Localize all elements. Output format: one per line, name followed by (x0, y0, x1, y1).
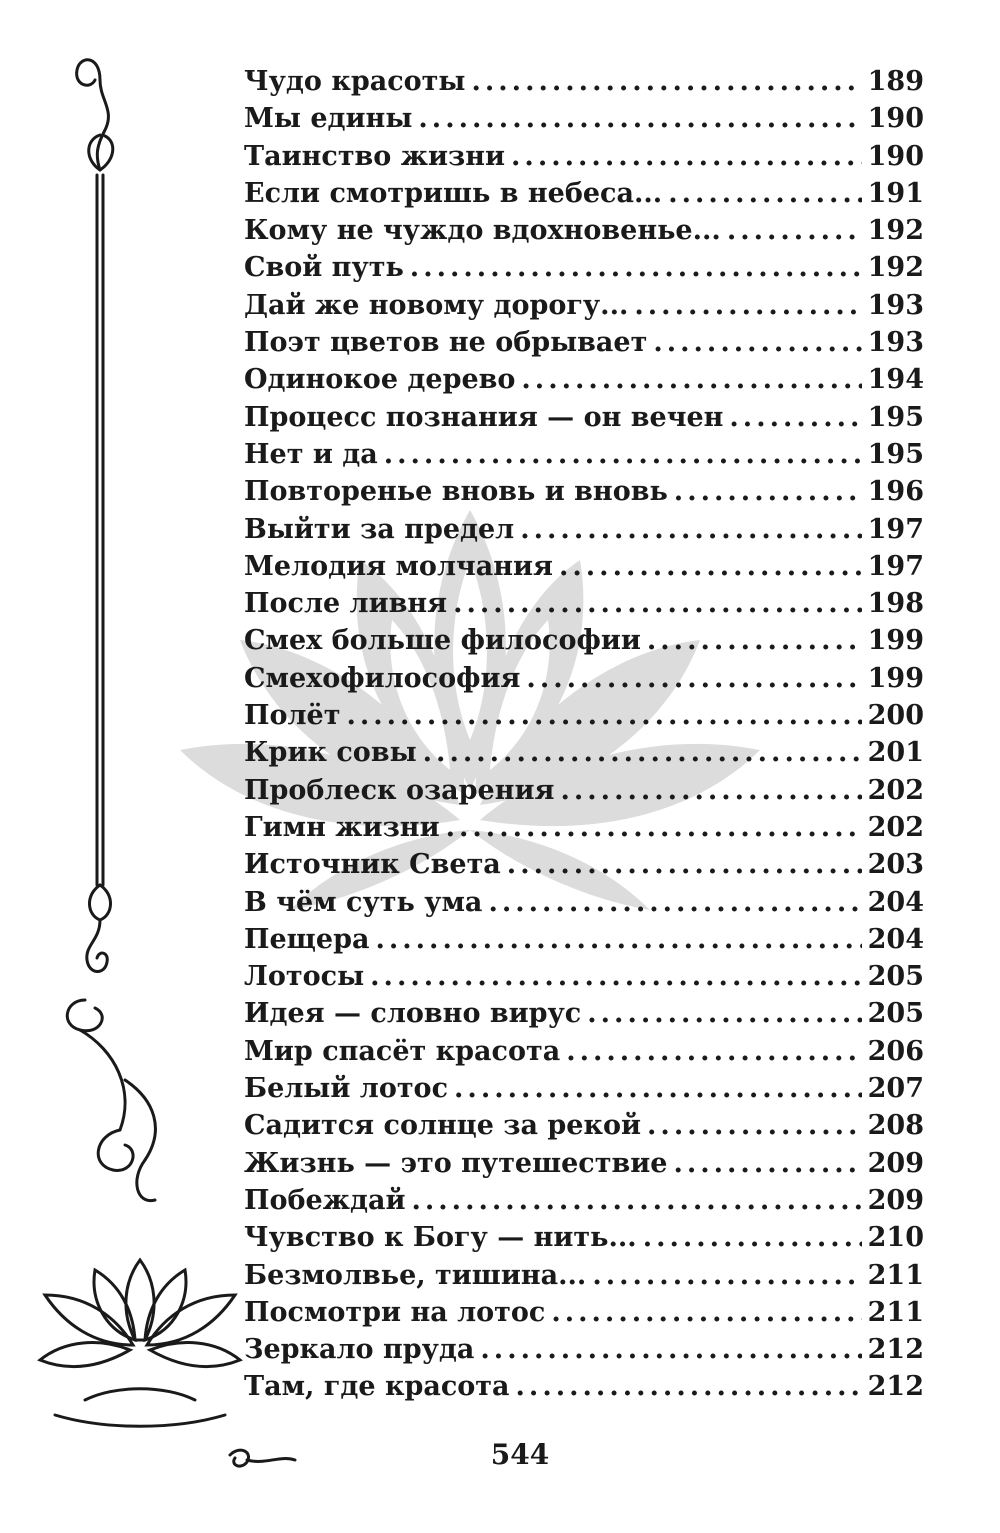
toc-dot-leader (375, 921, 861, 958)
toc-entry[interactable] (244, 100, 924, 137)
toc-entry-page: 207 (867, 1073, 924, 1105)
toc-entry-title: Посмотри на лотос (244, 1296, 546, 1328)
toc-entry[interactable] (244, 175, 924, 212)
toc-entry-title: Идея — словно вирус (244, 998, 582, 1030)
toc-entry-title: После ливня (244, 588, 448, 620)
toc-entry[interactable] (244, 585, 924, 622)
toc-entry[interactable] (244, 511, 924, 548)
toc-dot-leader (418, 100, 861, 137)
toc-entry-title: Безмолвье, тишина... (244, 1259, 587, 1291)
toc-entry-title: Мы едины (244, 103, 413, 135)
toc-entry-page: 199 (867, 662, 924, 694)
toc-entry-page: 195 (867, 438, 924, 470)
toc-dot-leader (643, 1219, 862, 1256)
toc-entry[interactable] (244, 548, 924, 585)
toc-entry-title: Процесс познания — он вечен (244, 401, 724, 433)
toc-dot-leader (587, 995, 861, 1032)
toc-entry[interactable] (244, 958, 924, 995)
toc-entry-page: 203 (867, 849, 924, 881)
toc-dot-leader (653, 324, 861, 361)
toc-entry-page: 191 (867, 177, 924, 209)
toc-entry-page: 202 (867, 811, 924, 843)
page-number: 544 (490, 1438, 550, 1471)
toc-entry-title: Проблеск озарения (244, 774, 555, 806)
toc-entry-title: Лотосы (244, 961, 365, 993)
toc-entry-page: 204 (867, 923, 924, 955)
toc-entry[interactable] (244, 622, 924, 659)
toc-entry-page: 204 (867, 886, 924, 918)
toc-entry-page: 194 (867, 364, 924, 396)
toc-dot-leader (384, 436, 862, 473)
toc-entry[interactable] (244, 473, 924, 510)
toc-entry-title: Кому не чуждо вдохновенье... (244, 215, 721, 247)
toc-entry-page: 211 (867, 1296, 924, 1328)
toc-entry-page: 197 (867, 550, 924, 582)
toc-entry-page: 206 (867, 1035, 924, 1067)
toc-entry[interactable] (244, 1368, 924, 1405)
toc-entry-title: Зеркало пруда (244, 1334, 475, 1366)
toc-entry-title: Одинокое дерево (244, 364, 516, 396)
toc-entry-title: Чувство к Богу — нить... (244, 1222, 637, 1254)
toc-dot-leader (526, 660, 861, 697)
toc-entry[interactable] (244, 138, 924, 175)
toc-dot-leader (727, 212, 862, 249)
toc-entry-title: Там, где красота (244, 1371, 510, 1403)
toc-entry[interactable] (244, 249, 924, 286)
toc-entry-page: 189 (867, 66, 924, 97)
toc-entry[interactable] (244, 436, 924, 473)
toc-entry-title: Мелодия молчания (244, 550, 553, 582)
toc-entry[interactable] (244, 1145, 924, 1182)
toc-entry[interactable] (244, 1033, 924, 1070)
toc-entry-title: Поэт цветов не обрывает (244, 327, 648, 359)
toc-entry-title: Побеждай (244, 1184, 406, 1216)
toc-dot-leader (454, 1070, 862, 1107)
toc-entry[interactable] (244, 697, 924, 734)
toc-dot-leader (423, 734, 862, 771)
toc-entry-title: Полёт (244, 700, 341, 732)
toc-entry-page: 205 (867, 998, 924, 1030)
toc-entry-title: Мир спасёт красота (244, 1035, 561, 1067)
toc-entry[interactable] (244, 1294, 924, 1331)
toc-entry-page: 199 (867, 625, 924, 657)
toc-entry-title: Смехофилософия (244, 662, 521, 694)
toc-entry-page: 212 (867, 1334, 924, 1366)
toc-entry[interactable] (244, 1070, 924, 1107)
toc-entry-title: Пещера (244, 923, 370, 955)
toc-entry[interactable] (244, 734, 924, 771)
toc-entry-title: Крик совы (244, 737, 417, 769)
toc-entry[interactable] (244, 361, 924, 398)
toc-dot-leader (370, 958, 861, 995)
toc-dot-leader (551, 1294, 861, 1331)
toc-entry-title: В чём суть ума (244, 886, 483, 918)
toc-entry[interactable] (244, 884, 924, 921)
toc-entry[interactable] (244, 399, 924, 436)
toc-entry-title: Нет и да (244, 438, 378, 470)
toc-dot-leader (673, 1145, 861, 1182)
toc-entry[interactable] (244, 63, 924, 100)
toc-entry-page: 197 (867, 513, 924, 545)
toc-dot-leader (668, 175, 861, 212)
toc-entry-title: Таинство жизни (244, 140, 506, 172)
toc-entry-page: 198 (867, 588, 924, 620)
toc-entry[interactable] (244, 995, 924, 1032)
toc-dot-leader (634, 287, 861, 324)
toc-entry[interactable] (244, 1257, 924, 1294)
toc-dot-leader (647, 1107, 862, 1144)
toc-dot-leader (560, 772, 861, 809)
table-of-contents (244, 63, 924, 1406)
toc-entry[interactable] (244, 846, 924, 883)
toc-entry-page: 196 (867, 476, 924, 508)
toc-entry[interactable] (244, 1182, 924, 1219)
toc-entry-page: 190 (867, 140, 924, 172)
toc-entry-page: 208 (867, 1110, 924, 1142)
toc-entry-page: 209 (867, 1147, 924, 1179)
toc-entry[interactable] (244, 324, 924, 361)
toc-dot-leader (410, 249, 862, 286)
toc-entry-page: 193 (867, 327, 924, 359)
toc-entry-title: Если смотришь в небеса... (244, 177, 663, 209)
toc-entry[interactable] (244, 1107, 924, 1144)
toc-dot-leader (647, 622, 862, 659)
toc-entry-page: 209 (867, 1184, 924, 1216)
toc-dot-leader (471, 63, 861, 100)
toc-dot-leader (411, 1182, 861, 1219)
toc-entry-page: 190 (867, 103, 924, 135)
toc-dot-leader (488, 884, 861, 921)
toc-entry-page: 195 (867, 401, 924, 433)
toc-entry-page: 192 (867, 252, 924, 284)
toc-entry[interactable] (244, 287, 924, 324)
toc-dot-leader (729, 399, 861, 436)
toc-dot-leader (507, 846, 862, 883)
toc-dot-leader (566, 1033, 861, 1070)
toc-dot-leader (453, 585, 862, 622)
toc-entry[interactable] (244, 212, 924, 249)
toc-entry-page: 205 (867, 961, 924, 993)
toc-entry-title: Жизнь — это путешествие (244, 1147, 668, 1179)
toc-entry[interactable] (244, 772, 924, 809)
toc-entry-page: 202 (867, 774, 924, 806)
toc-dot-leader (674, 473, 862, 510)
toc-dot-leader (520, 511, 861, 548)
toc-dot-leader (511, 138, 862, 175)
toc-dot-leader (480, 1331, 861, 1368)
toc-entry-page: 200 (867, 700, 924, 732)
toc-dot-leader (346, 697, 861, 734)
toc-entry-title: Садится солнце за рекой (244, 1110, 642, 1142)
toc-entry-title: Источник Света (244, 849, 501, 881)
toc-entry-page: 210 (867, 1222, 924, 1254)
toc-entry-page: 211 (867, 1259, 924, 1291)
toc-entry-title: Белый лотос (244, 1073, 449, 1105)
toc-entry-title: Повторенье вновь и вновь (244, 476, 668, 508)
toc-entry[interactable] (244, 921, 924, 958)
toc-entry-page: 193 (867, 289, 924, 321)
toc-dot-leader (516, 1368, 862, 1405)
toc-entry-page: 201 (867, 737, 924, 769)
toc-entry-title: Смех больше философии (244, 625, 641, 657)
toc-entry-title: Дай же новому дорогу... (244, 289, 629, 321)
toc-entry[interactable] (244, 1219, 924, 1256)
toc-entry[interactable] (244, 660, 924, 697)
toc-entry[interactable] (244, 809, 924, 846)
toc-entry-title: Выйти за предел (244, 513, 515, 545)
toc-entry[interactable] (244, 1331, 924, 1368)
toc-entry-title: Гимн жизни (244, 811, 440, 843)
toc-dot-leader (521, 361, 861, 398)
toc-dot-leader (592, 1257, 861, 1294)
toc-entry-title: Чудо красоты (244, 66, 466, 97)
toc-dot-leader (446, 809, 862, 846)
toc-entry-title: Свой путь (244, 252, 404, 284)
toc-dot-leader (559, 548, 862, 585)
toc-entry-page: 192 (867, 215, 924, 247)
toc-entry-page: 212 (867, 1371, 924, 1403)
